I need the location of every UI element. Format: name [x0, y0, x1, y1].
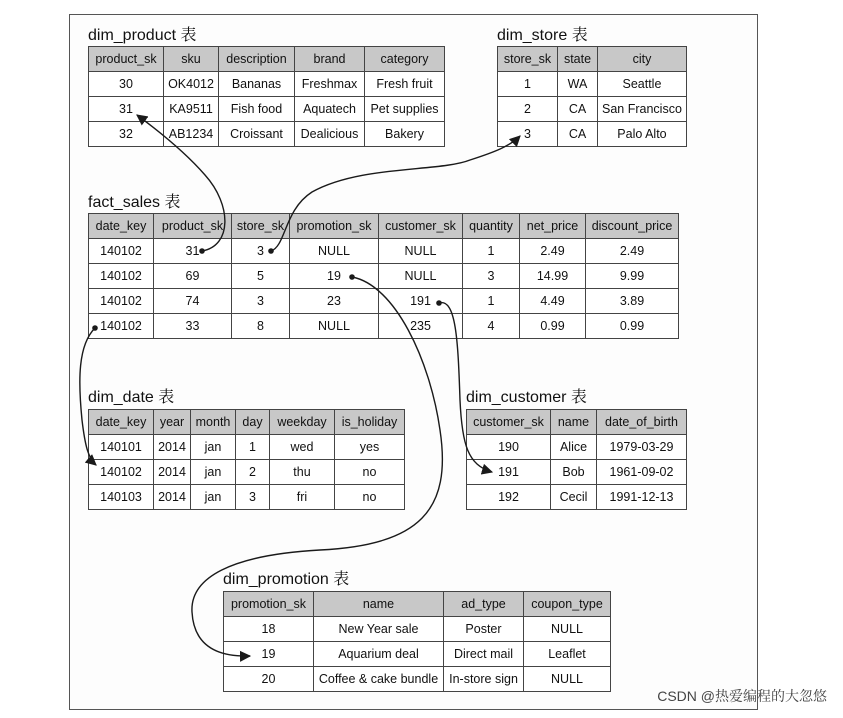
column-header: product_sk: [154, 214, 232, 239]
column-header: coupon_type: [524, 592, 611, 617]
table-row: [498, 97, 687, 122]
table-cell: 8: [232, 314, 290, 339]
table-cell: 19: [224, 642, 314, 667]
table-cell: CA: [558, 122, 598, 147]
table-cell: Bananas: [219, 72, 295, 97]
column-header: customer_sk: [379, 214, 463, 239]
column-header: category: [365, 47, 445, 72]
table-cell: 1991-12-13: [597, 485, 687, 510]
table-cell: 18: [224, 617, 314, 642]
table-cell: 1: [463, 289, 520, 314]
column-header: quantity: [463, 214, 520, 239]
table-cell: Pet supplies: [365, 97, 445, 122]
table-cell: no: [335, 485, 405, 510]
column-header: day: [236, 410, 270, 435]
column-header: store_sk: [232, 214, 290, 239]
table-cell: AB1234: [164, 122, 219, 147]
table-cell: thu: [270, 460, 335, 485]
dim-promotion-title: dim_promotion 表: [223, 571, 350, 588]
table-cell: 2: [236, 460, 270, 485]
table-cell: 30: [89, 72, 164, 97]
table-cell: New Year sale: [314, 617, 444, 642]
table-cell: Alice: [551, 435, 597, 460]
table-cell: 2: [498, 97, 558, 122]
table-cell: 140103: [89, 485, 154, 510]
column-header: ad_type: [444, 592, 524, 617]
table-cell: 191: [467, 460, 551, 485]
dim-product-title: dim_product 表: [88, 27, 197, 44]
table-cell: NULL: [524, 667, 611, 692]
table-cell: 14.99: [520, 264, 586, 289]
table-cell: 20: [224, 667, 314, 692]
table-cell: KA9511: [164, 97, 219, 122]
column-header: month: [191, 410, 236, 435]
dim-customer-title: dim_customer 表: [466, 389, 587, 406]
table-cell: no: [335, 460, 405, 485]
column-header: weekday: [270, 410, 335, 435]
table-cell: 32: [89, 122, 164, 147]
table-cell: 2014: [154, 485, 191, 510]
table-cell: 1961-09-02: [597, 460, 687, 485]
table-cell: 31: [89, 97, 164, 122]
table-row: [89, 239, 679, 264]
table-cell: Fish food: [219, 97, 295, 122]
table-cell: Direct mail: [444, 642, 524, 667]
table-cell: 3.89: [586, 289, 679, 314]
table-cell: San Francisco: [598, 97, 687, 122]
table-row: [89, 264, 679, 289]
column-header: year: [154, 410, 191, 435]
table-row: [89, 314, 679, 339]
table-row: [224, 667, 611, 692]
column-header: brand: [295, 47, 365, 72]
column-header: sku: [164, 47, 219, 72]
table-cell: 3: [236, 485, 270, 510]
table-cell: Palo Alto: [598, 122, 687, 147]
table-cell: 3: [232, 289, 290, 314]
table-row: [89, 97, 445, 122]
table-cell: WA: [558, 72, 598, 97]
table-cell: Bob: [551, 460, 597, 485]
column-header: net_price: [520, 214, 586, 239]
fact-sales-title: fact_sales 表: [88, 194, 181, 211]
table-cell: 9.99: [586, 264, 679, 289]
column-header: store_sk: [498, 47, 558, 72]
table-cell: 3: [498, 122, 558, 147]
table-row: [498, 72, 687, 97]
dim-date-title: dim_date 表: [88, 389, 175, 406]
table-row: [224, 617, 611, 642]
table-cell: 1979-03-29: [597, 435, 687, 460]
column-header: is_holiday: [335, 410, 405, 435]
fact-sales-table: [88, 213, 679, 339]
column-header: date_key: [89, 410, 154, 435]
table-cell: NULL: [379, 239, 463, 264]
table-cell: jan: [191, 435, 236, 460]
table-cell: 1: [236, 435, 270, 460]
header-row: [224, 592, 611, 617]
table-cell: Coffee & cake bundle: [314, 667, 444, 692]
table-cell: 33: [154, 314, 232, 339]
table-row: [89, 460, 405, 485]
table-row: [89, 289, 679, 314]
table-cell: Poster: [444, 617, 524, 642]
table-cell: Bakery: [365, 122, 445, 147]
table-cell: 140102: [89, 264, 154, 289]
table-cell: 140102: [89, 289, 154, 314]
table-cell: NULL: [290, 239, 379, 264]
table-row: [467, 460, 687, 485]
table-cell: jan: [191, 460, 236, 485]
table-cell: NULL: [290, 314, 379, 339]
header-row: [89, 214, 679, 239]
table-cell: 2.49: [586, 239, 679, 264]
table-row: [89, 485, 405, 510]
table-cell: 4.49: [520, 289, 586, 314]
table-cell: 31: [154, 239, 232, 264]
column-header: date_of_birth: [597, 410, 687, 435]
table-cell: 69: [154, 264, 232, 289]
dim-promotion-table: [223, 591, 611, 692]
column-header: product_sk: [89, 47, 164, 72]
table-cell: Croissant: [219, 122, 295, 147]
watermark: CSDN @热爱编程的大忽悠: [657, 688, 827, 704]
table-cell: 235: [379, 314, 463, 339]
table-cell: 192: [467, 485, 551, 510]
table-cell: 74: [154, 289, 232, 314]
column-header: date_key: [89, 214, 154, 239]
table-cell: yes: [335, 435, 405, 460]
table-cell: 5: [232, 264, 290, 289]
column-header: name: [314, 592, 444, 617]
table-row: [224, 642, 611, 667]
dim-store-title: dim_store 表: [497, 27, 588, 44]
table-cell: 3: [463, 264, 520, 289]
table-cell: 2014: [154, 460, 191, 485]
column-header: promotion_sk: [224, 592, 314, 617]
table-cell: Dealicious: [295, 122, 365, 147]
table-cell: 1: [463, 239, 520, 264]
table-row: [89, 435, 405, 460]
table-cell: NULL: [524, 617, 611, 642]
dim-customer-table: [466, 409, 687, 510]
column-header: discount_price: [586, 214, 679, 239]
table-row: [89, 72, 445, 97]
table-cell: 0.99: [520, 314, 586, 339]
table-cell: jan: [191, 485, 236, 510]
table-row: [498, 122, 687, 147]
table-cell: 140102: [89, 460, 154, 485]
table-cell: 3: [232, 239, 290, 264]
table-cell: Leaflet: [524, 642, 611, 667]
table-cell: In-store sign: [444, 667, 524, 692]
table-cell: 0.99: [586, 314, 679, 339]
table-cell: 191: [379, 289, 463, 314]
table-cell: 19: [290, 264, 379, 289]
table-cell: CA: [558, 97, 598, 122]
header-row: [89, 410, 405, 435]
column-header: city: [598, 47, 687, 72]
table-cell: 190: [467, 435, 551, 460]
table-row: [467, 435, 687, 460]
column-header: promotion_sk: [290, 214, 379, 239]
table-cell: 2014: [154, 435, 191, 460]
table-cell: 4: [463, 314, 520, 339]
table-cell: NULL: [379, 264, 463, 289]
column-header: state: [558, 47, 598, 72]
dim-product-table: [88, 46, 445, 147]
table-cell: Aquatech: [295, 97, 365, 122]
table-cell: 1: [498, 72, 558, 97]
table-cell: Fresh fruit: [365, 72, 445, 97]
table-cell: Seattle: [598, 72, 687, 97]
table-cell: Cecil: [551, 485, 597, 510]
table-row: [467, 485, 687, 510]
header-row: [498, 47, 687, 72]
dim-date-table: [88, 409, 405, 510]
table-cell: wed: [270, 435, 335, 460]
table-cell: fri: [270, 485, 335, 510]
table-cell: 140102: [89, 314, 154, 339]
header-row: [467, 410, 687, 435]
column-header: customer_sk: [467, 410, 551, 435]
dim-store-table: [497, 46, 687, 147]
table-cell: 23: [290, 289, 379, 314]
table-cell: 2.49: [520, 239, 586, 264]
table-row: [89, 122, 445, 147]
table-cell: Aquarium deal: [314, 642, 444, 667]
table-cell: 140101: [89, 435, 154, 460]
header-row: [89, 47, 445, 72]
table-cell: OK4012: [164, 72, 219, 97]
column-header: description: [219, 47, 295, 72]
table-cell: 140102: [89, 239, 154, 264]
column-header: name: [551, 410, 597, 435]
table-cell: Freshmax: [295, 72, 365, 97]
